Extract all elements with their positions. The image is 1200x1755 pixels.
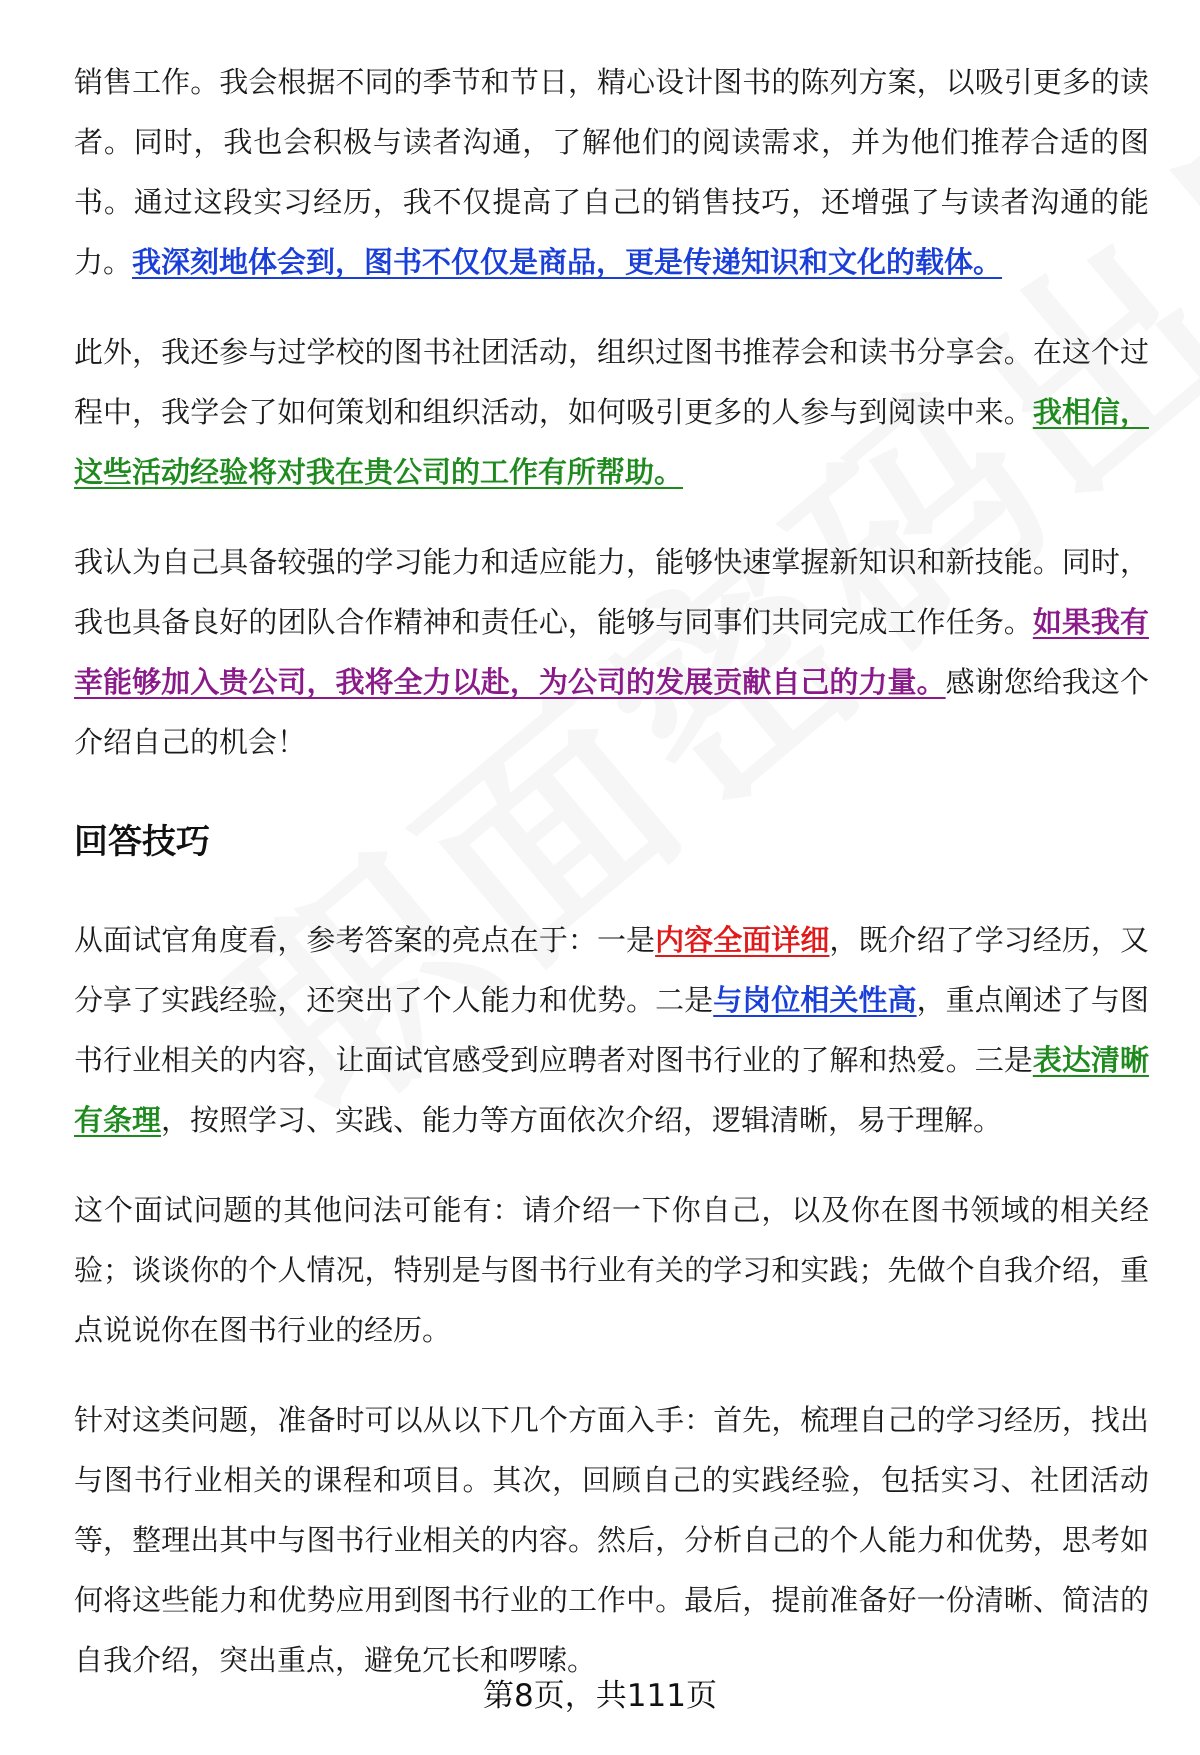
paragraph-text: 销售工作。我会根据不同的季节和节日，精心设计图书的陈列方案，以吸引更多的读者。同时，我也会积极与读者沟通，了解他们的阅读需求，并为他们推荐合适的图书。通过这段实习经历，我不仅提高了自己的销售技巧，还增强了与读者沟通的能力。 — [74, 65, 1149, 279]
highlight-green: 我相信，这些活动经验将对我在贵公司的工作有所帮助。 — [74, 395, 1149, 489]
paragraph-text: ，按照学习、实践、能力等方面依次介绍，逻辑清晰，易于理解。 — [161, 1103, 1003, 1137]
page-number: 第8页，共111页 — [483, 1678, 717, 1714]
paragraph-internship — [74, 52, 1149, 292]
paragraph-tips — [74, 910, 1149, 1150]
highlight-blue: 我深刻地体会到，图书不仅仅是商品，更是传递知识和文化的载体。 — [132, 245, 1003, 279]
paragraph-prep-advice: 针对这类问题，准备时可以从以下几个方面入手：首先，梳理自己的学习经历，找出与图书行业相关的课程和项目。其次，回顾自己的实践经验，包括实习、社团活动等，整理出其中与图书行业相关的内容。然后，分析自己的个人能力和优势，思考如何将这些能力和优势应用到图书行业的工作中。最后，提前准备好一份清晰、简洁的自我介绍，突出重点，避免冗长和啰嗦。 — [74, 1403, 1149, 1677]
paragraph-text: 从面试官角度看，参考答案的亮点在于：一是 — [74, 923, 656, 957]
document-content — [74, 52, 1149, 1720]
paragraph-text: 我认为自己具备较强的学习能力和适应能力，能够快速掌握新知识和新技能。同时，我也具备良好的团队合作精神和责任心，能够与同事们共同完成工作任务。 — [74, 545, 1149, 639]
paragraph-text: 此外，我还参与过学校的图书社团活动，组织过图书推荐会和读书分享会。在这个过程中，我学会了如何策划和组织活动，如何吸引更多的人参与到阅读中来。 — [74, 335, 1149, 429]
paragraph-text: ，重点阐述了与图书行业相关的内容，让面试官感受到应聘者对图书行业的了解和热爱。三是 — [74, 983, 1149, 1077]
highlight-blue: 与岗位相关性高 — [713, 983, 917, 1017]
paragraph-club — [74, 322, 1149, 502]
paragraph-other-questions: 这个面试问题的其他问法可能有：请介绍一下你自己，以及你在图书领域的相关经验；谈谈你的个人情况，特别是与图书行业有关的学习和实践；先做个自我介绍，重点说说你在图书行业的经历。 — [74, 1193, 1149, 1347]
paragraph-text: 感谢您给我这个介绍自己的机会！ — [74, 665, 1149, 759]
highlight-red: 内容全面详细 — [655, 923, 830, 957]
section-title: 回答技巧 — [74, 822, 210, 862]
paragraph-text: ，既介绍了学习经历，又分享了实践经验，还突出了个人能力和优势。二是 — [74, 923, 1149, 1017]
highlight-purple: 如果我有幸能够加入贵公司，我将全力以赴，为公司的发展贡献自己的力量。 — [74, 605, 1149, 699]
highlight-green: 表达清晰有条理 — [74, 1043, 1149, 1137]
paragraph-ability — [74, 532, 1149, 772]
